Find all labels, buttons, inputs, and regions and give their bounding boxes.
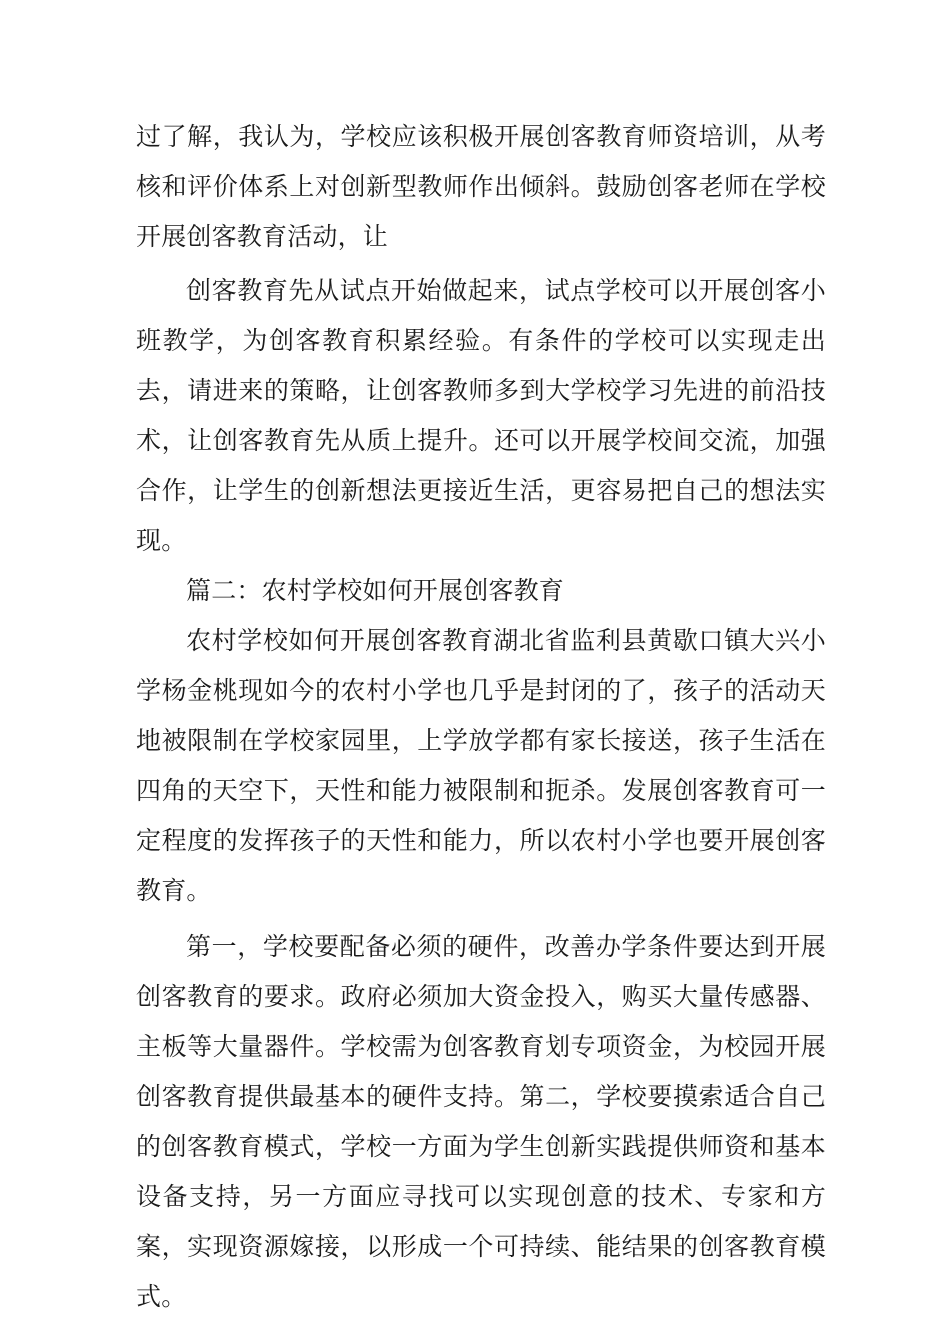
paragraph-pilot-schools: 创客教育先从试点开始做起来，试点学校可以开展创客小班教学，为创客教育积累经验。有条件的学校可以实现走出去，请进来的策略，让创客教师多到大学校学习先进的前沿技术，让创客教育先从质上提升。还可以开展学校间交流，加强合作，让学生的创新想法更接近生活，更容易把自己的想法实现。 bbox=[136, 276, 826, 555]
section-heading: 篇二：农村学校如何开展创客教育 bbox=[186, 576, 565, 605]
paragraph-continuation: 过了解，我认为，学校应该积极开展创客教育师资培训，从考核和评价体系上对创新型教师作出倾斜。鼓励创客老师在学校开展创客教育活动，让 bbox=[136, 122, 826, 251]
document-page bbox=[136, 112, 826, 1322]
paragraph-hardware-and-model: 第一，学校要配备必须的硬件，改善办学条件要达到开展创客教育的要求。政府必须加大资金投入，购买大量传感器、主板等大量器件。学校需为创客教育划专项资金，为校园开展创客教育提供最基本的硬件支持。第二，学校要摸索适合自己的创客教育模式，学校一方面为学生创新实践提供师资和基本设备支持，另一方面应寻找可以实现创意的技术、专家和方案，实现资源嫁接，以形成一个可持续、能结果的创客教育模式。 bbox=[136, 932, 826, 1311]
paragraph-rural-intro: 农村学校如何开展创客教育湖北省监利县黄歇口镇大兴小学杨金桃现如今的农村小学也几乎是封闭的了，孩子的活动天地被限制在学校家园里，上学放学都有家长接送，孩子生活在四角的天空下，天性和能力被限制和扼杀。发展创客教育可一定程度的发挥孩子的天性和能力，所以农村小学也要开展创客教育。 bbox=[136, 626, 826, 905]
